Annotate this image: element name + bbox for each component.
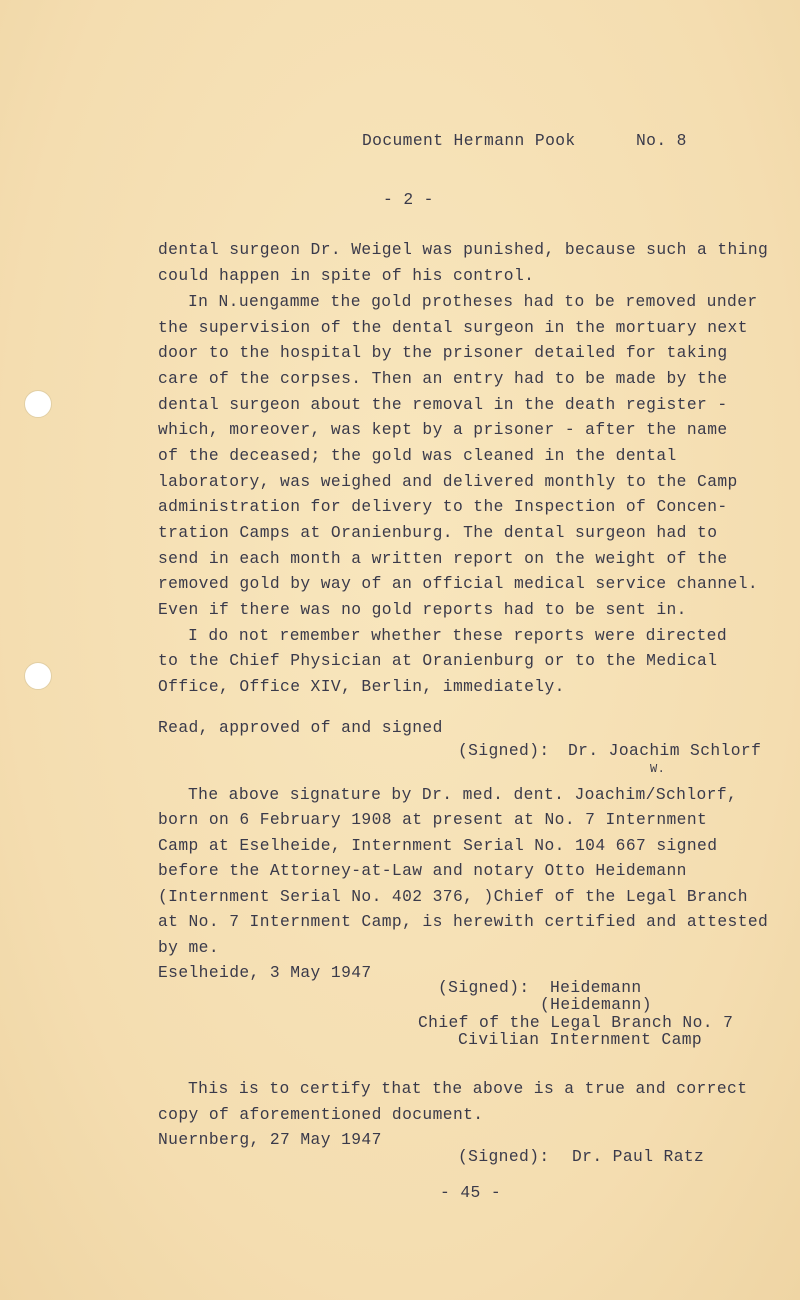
body-line: dental surgeon Dr. Weigel was punished, because such a thing: [158, 240, 769, 259]
place-date-eselheide: Eselheide, 3 May 1947: [158, 963, 372, 982]
notary-signed-label: (Signed):: [438, 978, 530, 997]
final-signer-name: Dr. Paul Ratz: [572, 1147, 705, 1166]
certification-line: before the Attorney-at-Law and notary Otto Heidemann: [158, 861, 687, 880]
place-date-nuernberg: Nuernberg, 27 May 1947: [158, 1130, 382, 1149]
document-reference: Document Hermann Pook: [362, 131, 576, 150]
body-line: laboratory, was weighed and delivered monthly to the Camp: [158, 472, 738, 491]
true-copy-line: copy of aforementioned document.: [158, 1105, 484, 1124]
body-line: could happen in spite of his control.: [158, 266, 535, 285]
certification-line: at No. 7 Internment Camp, is herewith certified and attested: [158, 912, 769, 931]
document-number: No. 8: [636, 131, 687, 150]
certification-line: Camp at Eselheide, Internment Serial No. 104 667 signed: [158, 836, 718, 855]
body-line: Office, Office XIV, Berlin, immediately.: [158, 677, 565, 696]
body-line: Even if there was no gold reports had to be sent in.: [158, 600, 687, 619]
body-line: administration for delivery to the Inspection of Concen-: [158, 497, 728, 516]
signer-name: Dr. Joachim Schlorf: [568, 741, 762, 760]
body-line: which, moreover, was kept by a prisoner - after the name: [158, 420, 728, 439]
certification-line: born on 6 February 1908 at present at No. 7 Internment: [158, 810, 708, 829]
page-top-number: - 2 -: [383, 190, 434, 209]
body-line: door to the hospital by the prisoner detailed for taking: [158, 343, 728, 362]
certification-line: (Internment Serial No. 402 376, )Chief of the Legal Branch: [158, 887, 748, 906]
page-number: - 45 -: [440, 1183, 502, 1202]
certification-line: The above signature by Dr. med. dent. Joachim/Schlorf,: [188, 785, 738, 804]
body-line: removed gold by way of an official medical service channel.: [158, 574, 759, 593]
signed-label: (Signed):: [458, 741, 550, 760]
final-signed-label: (Signed):: [458, 1147, 550, 1166]
body-line: tration Camps at Oranienburg. The dental surgeon had to: [158, 523, 718, 542]
notary-name-parenthetical: (Heidemann): [540, 995, 652, 1014]
body-line: to the Chief Physician at Oranienburg or to the Medical: [158, 651, 718, 670]
body-line: of the deceased; the gold was cleaned in the dental: [158, 446, 677, 465]
body-line: dental surgeon about the removal in the death register -: [158, 395, 728, 414]
body-line: the supervision of the dental surgeon in the mortuary next: [158, 318, 748, 337]
read-approved-line: Read, approved of and signed: [158, 718, 443, 737]
body-line: I do not remember whether these reports were directed: [188, 626, 728, 645]
notary-title-line-2: Civilian Internment Camp: [458, 1030, 703, 1049]
body-line: send in each month a written report on the weight of the: [158, 549, 728, 568]
certification-line: by me.: [158, 938, 220, 957]
notary-title-line-1: Chief of the Legal Branch No. 7: [418, 1013, 734, 1032]
punch-hole-upper: [24, 390, 52, 418]
true-copy-line: This is to certify that the above is a true and correct: [188, 1079, 748, 1098]
notary-name: Heidemann: [550, 978, 642, 997]
signature-mark: W.: [650, 762, 666, 776]
body-line: In N.uengamme the gold protheses had to be removed under: [188, 292, 758, 311]
punch-hole-lower: [24, 662, 52, 690]
body-line: care of the corpses. Then an entry had to be made by the: [158, 369, 728, 388]
